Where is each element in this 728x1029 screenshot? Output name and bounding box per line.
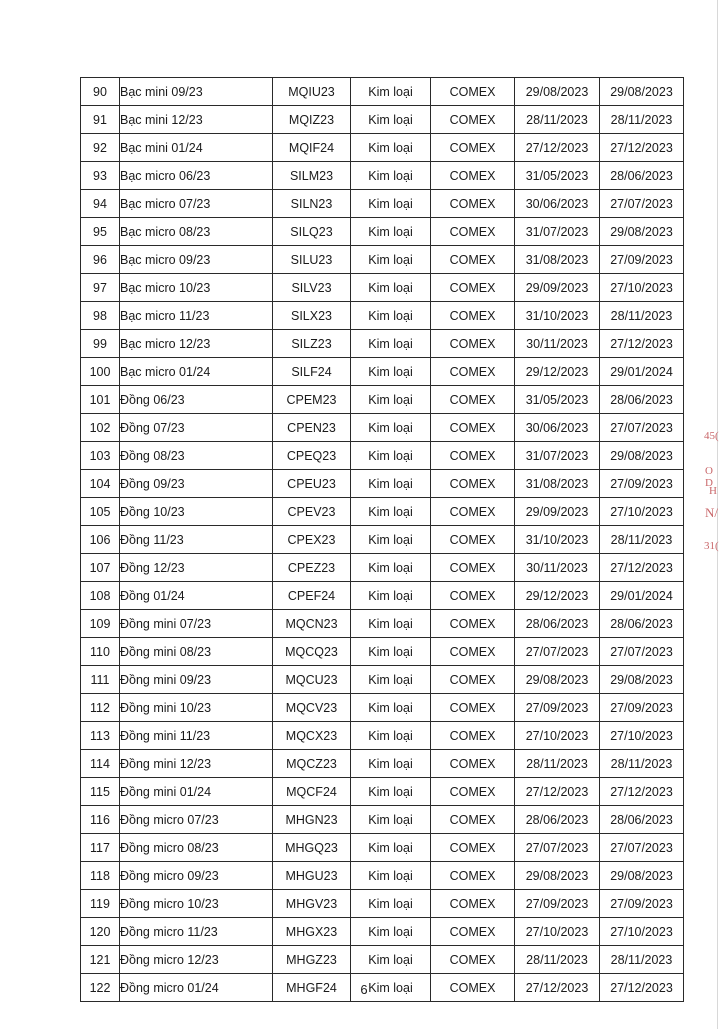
last-trading-date-cell: 27/10/2023 xyxy=(600,274,684,302)
contract-code-cell: CPEX23 xyxy=(273,526,351,554)
row-number-cell: 107 xyxy=(81,554,120,582)
row-number-cell: 110 xyxy=(81,638,120,666)
last-trading-date-cell: 27/10/2023 xyxy=(600,498,684,526)
contract-code-cell: SILQ23 xyxy=(273,218,351,246)
first-notice-date-cell: 27/12/2023 xyxy=(515,974,600,1002)
table-row xyxy=(81,806,684,834)
contract-name-cell: Đồng micro 07/23 xyxy=(120,806,273,834)
first-notice-date-cell: 28/06/2023 xyxy=(515,610,600,638)
exchange-cell: COMEX xyxy=(431,386,515,414)
first-notice-date-cell: 30/06/2023 xyxy=(515,414,600,442)
contract-name-cell: Bạc micro 09/23 xyxy=(120,246,273,274)
table-row xyxy=(81,750,684,778)
exchange-cell: COMEX xyxy=(431,106,515,134)
exchange-cell: COMEX xyxy=(431,554,515,582)
exchange-cell: COMEX xyxy=(431,498,515,526)
first-notice-date-cell: 31/05/2023 xyxy=(515,386,600,414)
contract-name-cell: Đồng 11/23 xyxy=(120,526,273,554)
stamp-text-4: N/ xyxy=(705,505,718,520)
contract-name-cell: Đồng 08/23 xyxy=(120,442,273,470)
commodity-group-cell: Kim loại xyxy=(351,162,431,190)
row-number-cell: 96 xyxy=(81,246,120,274)
contract-code-cell: MHGF24 xyxy=(273,974,351,1002)
contract-name-cell: Bạc mini 12/23 xyxy=(120,106,273,134)
row-number-cell: 108 xyxy=(81,582,120,610)
row-number-cell: 95 xyxy=(81,218,120,246)
exchange-cell: COMEX xyxy=(431,806,515,834)
last-trading-date-cell: 27/07/2023 xyxy=(600,414,684,442)
last-trading-date-cell: 28/06/2023 xyxy=(600,162,684,190)
last-trading-date-cell: 27/07/2023 xyxy=(600,190,684,218)
exchange-cell: COMEX xyxy=(431,470,515,498)
commodity-group-cell: Kim loại xyxy=(351,442,431,470)
row-number-cell: 112 xyxy=(81,694,120,722)
contract-name-cell: Bạc micro 01/24 xyxy=(120,358,273,386)
commodity-group-cell: Kim loại xyxy=(351,666,431,694)
last-trading-date-cell: 28/06/2023 xyxy=(600,610,684,638)
contract-code-cell: SILX23 xyxy=(273,302,351,330)
row-number-cell: 93 xyxy=(81,162,120,190)
last-trading-date-cell: 27/12/2023 xyxy=(600,134,684,162)
first-notice-date-cell: 31/07/2023 xyxy=(515,442,600,470)
first-notice-date-cell: 31/10/2023 xyxy=(515,526,600,554)
contract-code-cell: SILF24 xyxy=(273,358,351,386)
table-row xyxy=(81,778,684,806)
contract-code-cell: CPEZ23 xyxy=(273,554,351,582)
commodity-group-cell: Kim loại xyxy=(351,694,431,722)
first-notice-date-cell: 31/08/2023 xyxy=(515,246,600,274)
exchange-cell: COMEX xyxy=(431,666,515,694)
stamp-text-1: 45( xyxy=(704,430,719,442)
table-row xyxy=(81,694,684,722)
last-trading-date-cell: 28/06/2023 xyxy=(600,386,684,414)
row-number-cell: 94 xyxy=(81,190,120,218)
row-number-cell: 91 xyxy=(81,106,120,134)
table-row xyxy=(81,890,684,918)
table-row xyxy=(81,918,684,946)
contract-code-cell: MQIZ23 xyxy=(273,106,351,134)
commodity-group-cell: Kim loại xyxy=(351,386,431,414)
last-trading-date-cell: 27/12/2023 xyxy=(600,554,684,582)
contract-code-cell: MQIF24 xyxy=(273,134,351,162)
first-notice-date-cell: 29/09/2023 xyxy=(515,274,600,302)
first-notice-date-cell: 28/06/2023 xyxy=(515,806,600,834)
first-notice-date-cell: 27/12/2023 xyxy=(515,134,600,162)
commodity-group-cell: Kim loại xyxy=(351,218,431,246)
commodity-group-cell: Kim loại xyxy=(351,834,431,862)
exchange-cell: COMEX xyxy=(431,246,515,274)
table-row xyxy=(81,106,684,134)
commodity-group-cell: Kim loại xyxy=(351,946,431,974)
last-trading-date-cell: 28/11/2023 xyxy=(600,750,684,778)
first-notice-date-cell: 31/10/2023 xyxy=(515,302,600,330)
commodity-group-cell: Kim loại xyxy=(351,470,431,498)
exchange-cell: COMEX xyxy=(431,78,515,106)
contract-code-cell: MQCZ23 xyxy=(273,750,351,778)
exchange-cell: COMEX xyxy=(431,302,515,330)
commodity-group-cell: Kim loại xyxy=(351,526,431,554)
commodity-group-cell: Kim loại xyxy=(351,414,431,442)
row-number-cell: 109 xyxy=(81,610,120,638)
row-number-cell: 97 xyxy=(81,274,120,302)
commodity-group-cell: Kim loại xyxy=(351,302,431,330)
last-trading-date-cell: 27/09/2023 xyxy=(600,470,684,498)
commodity-group-cell: Kim loại xyxy=(351,274,431,302)
contract-name-cell: Đồng 10/23 xyxy=(120,498,273,526)
row-number-cell: 114 xyxy=(81,750,120,778)
contract-code-cell: CPEF24 xyxy=(273,582,351,610)
last-trading-date-cell: 29/01/2024 xyxy=(600,358,684,386)
contract-code-cell: SILU23 xyxy=(273,246,351,274)
exchange-cell: COMEX xyxy=(431,134,515,162)
exchange-cell: COMEX xyxy=(431,862,515,890)
commodity-group-cell: Kim loại xyxy=(351,722,431,750)
first-notice-date-cell: 31/08/2023 xyxy=(515,470,600,498)
commodity-group-cell: Kim loại xyxy=(351,806,431,834)
table-row xyxy=(81,190,684,218)
last-trading-date-cell: 29/08/2023 xyxy=(600,78,684,106)
contract-name-cell: Đồng micro 12/23 xyxy=(120,946,273,974)
contract-name-cell: Đồng mini 09/23 xyxy=(120,666,273,694)
row-number-cell: 106 xyxy=(81,526,120,554)
contract-name-cell: Bạc micro 07/23 xyxy=(120,190,273,218)
contract-name-cell: Đồng mini 12/23 xyxy=(120,750,273,778)
red-stamp-fragment xyxy=(696,390,718,580)
contract-code-cell: CPEQ23 xyxy=(273,442,351,470)
contract-code-cell: MHGQ23 xyxy=(273,834,351,862)
row-number-cell: 122 xyxy=(81,974,120,1002)
last-trading-date-cell: 28/11/2023 xyxy=(600,302,684,330)
row-number-cell: 113 xyxy=(81,722,120,750)
table-row xyxy=(81,358,684,386)
first-notice-date-cell: 27/09/2023 xyxy=(515,694,600,722)
contract-code-cell: MHGV23 xyxy=(273,890,351,918)
contract-name-cell: Bạc mini 09/23 xyxy=(120,78,273,106)
contract-name-cell: Đồng mini 08/23 xyxy=(120,638,273,666)
commodity-group-cell: Kim loại xyxy=(351,78,431,106)
commodity-group-cell: Kim loại xyxy=(351,190,431,218)
last-trading-date-cell: 29/08/2023 xyxy=(600,442,684,470)
first-notice-date-cell: 30/11/2023 xyxy=(515,330,600,358)
first-notice-date-cell: 29/12/2023 xyxy=(515,582,600,610)
commodity-group-cell: Kim loại xyxy=(351,918,431,946)
row-number-cell: 111 xyxy=(81,666,120,694)
exchange-cell: COMEX xyxy=(431,890,515,918)
exchange-cell: COMEX xyxy=(431,918,515,946)
row-number-cell: 103 xyxy=(81,442,120,470)
contract-code-cell: CPEU23 xyxy=(273,470,351,498)
exchange-cell: COMEX xyxy=(431,582,515,610)
first-notice-date-cell: 31/07/2023 xyxy=(515,218,600,246)
contract-name-cell: Bạc micro 10/23 xyxy=(120,274,273,302)
stamp-text-3: H xyxy=(709,485,717,497)
exchange-cell: COMEX xyxy=(431,330,515,358)
exchange-cell: COMEX xyxy=(431,526,515,554)
commodity-group-cell: Kim loại xyxy=(351,890,431,918)
last-trading-date-cell: 27/09/2023 xyxy=(600,246,684,274)
exchange-cell: COMEX xyxy=(431,750,515,778)
exchange-cell: COMEX xyxy=(431,218,515,246)
table-row xyxy=(81,526,684,554)
last-trading-date-cell: 27/12/2023 xyxy=(600,330,684,358)
contract-code-cell: CPEM23 xyxy=(273,386,351,414)
contract-code-cell: CPEV23 xyxy=(273,498,351,526)
table-row xyxy=(81,330,684,358)
contract-name-cell: Đồng mini 01/24 xyxy=(120,778,273,806)
contract-name-cell: Đồng 12/23 xyxy=(120,554,273,582)
last-trading-date-cell: 28/11/2023 xyxy=(600,526,684,554)
exchange-cell: COMEX xyxy=(431,442,515,470)
last-trading-date-cell: 27/07/2023 xyxy=(600,638,684,666)
table-row xyxy=(81,610,684,638)
contract-name-cell: Bạc micro 11/23 xyxy=(120,302,273,330)
instruments-table xyxy=(80,77,684,1002)
contract-code-cell: MQCU23 xyxy=(273,666,351,694)
contract-code-cell: MHGU23 xyxy=(273,862,351,890)
last-trading-date-cell: 27/10/2023 xyxy=(600,722,684,750)
contract-code-cell: MQCF24 xyxy=(273,778,351,806)
last-trading-date-cell: 27/12/2023 xyxy=(600,974,684,1002)
table-row xyxy=(81,134,684,162)
contract-name-cell: Đồng micro 08/23 xyxy=(120,834,273,862)
table-row xyxy=(81,666,684,694)
row-number-cell: 104 xyxy=(81,470,120,498)
row-number-cell: 121 xyxy=(81,946,120,974)
contract-name-cell: Đồng mini 11/23 xyxy=(120,722,273,750)
contract-code-cell: MQCX23 xyxy=(273,722,351,750)
first-notice-date-cell: 28/11/2023 xyxy=(515,946,600,974)
commodity-group-cell: Kim loại xyxy=(351,358,431,386)
commodity-group-cell: Kim loại xyxy=(351,582,431,610)
row-number-cell: 118 xyxy=(81,862,120,890)
contract-name-cell: Bạc micro 06/23 xyxy=(120,162,273,190)
table-row xyxy=(81,470,684,498)
commodity-group-cell: Kim loại xyxy=(351,638,431,666)
row-number-cell: 100 xyxy=(81,358,120,386)
commodity-group-cell: Kim loại xyxy=(351,246,431,274)
contract-code-cell: MHGZ23 xyxy=(273,946,351,974)
last-trading-date-cell: 28/06/2023 xyxy=(600,806,684,834)
stamp-text-2: O D xyxy=(705,465,713,489)
contract-name-cell: Bạc mini 01/24 xyxy=(120,134,273,162)
first-notice-date-cell: 28/11/2023 xyxy=(515,106,600,134)
row-number-cell: 102 xyxy=(81,414,120,442)
table-row xyxy=(81,162,684,190)
contract-code-cell: MQCV23 xyxy=(273,694,351,722)
exchange-cell: COMEX xyxy=(431,274,515,302)
table-row xyxy=(81,834,684,862)
exchange-cell: COMEX xyxy=(431,190,515,218)
contract-name-cell: Đồng micro 10/23 xyxy=(120,890,273,918)
table-row xyxy=(81,638,684,666)
last-trading-date-cell: 29/08/2023 xyxy=(600,862,684,890)
table-row xyxy=(81,554,684,582)
first-notice-date-cell: 30/11/2023 xyxy=(515,554,600,582)
table-row xyxy=(81,946,684,974)
last-trading-date-cell: 27/12/2023 xyxy=(600,778,684,806)
exchange-cell: COMEX xyxy=(431,974,515,1002)
commodity-group-cell: Kim loại xyxy=(351,974,431,1002)
exchange-cell: COMEX xyxy=(431,358,515,386)
commodity-group-cell: Kim loại xyxy=(351,134,431,162)
row-number-cell: 92 xyxy=(81,134,120,162)
contract-code-cell: SILZ23 xyxy=(273,330,351,358)
contract-code-cell: SILN23 xyxy=(273,190,351,218)
contract-name-cell: Đồng 06/23 xyxy=(120,386,273,414)
table-row xyxy=(81,218,684,246)
first-notice-date-cell: 27/10/2023 xyxy=(515,918,600,946)
table-row xyxy=(81,722,684,750)
contract-name-cell: Đồng 09/23 xyxy=(120,470,273,498)
row-number-cell: 117 xyxy=(81,834,120,862)
last-trading-date-cell: 28/11/2023 xyxy=(600,106,684,134)
contract-name-cell: Đồng mini 10/23 xyxy=(120,694,273,722)
last-trading-date-cell: 27/09/2023 xyxy=(600,890,684,918)
last-trading-date-cell: 28/11/2023 xyxy=(600,946,684,974)
commodity-group-cell: Kim loại xyxy=(351,750,431,778)
table-row xyxy=(81,246,684,274)
contract-code-cell: MQIU23 xyxy=(273,78,351,106)
table-row xyxy=(81,274,684,302)
contract-name-cell: Bạc micro 12/23 xyxy=(120,330,273,358)
contract-name-cell: Đồng micro 09/23 xyxy=(120,862,273,890)
row-number-cell: 101 xyxy=(81,386,120,414)
first-notice-date-cell: 28/11/2023 xyxy=(515,750,600,778)
commodity-group-cell: Kim loại xyxy=(351,862,431,890)
last-trading-date-cell: 29/08/2023 xyxy=(600,666,684,694)
first-notice-date-cell: 29/08/2023 xyxy=(515,78,600,106)
exchange-cell: COMEX xyxy=(431,638,515,666)
exchange-cell: COMEX xyxy=(431,610,515,638)
table-row xyxy=(81,414,684,442)
contract-code-cell: SILV23 xyxy=(273,274,351,302)
contract-code-cell: MHGN23 xyxy=(273,806,351,834)
last-trading-date-cell: 29/01/2024 xyxy=(600,582,684,610)
table-row xyxy=(81,582,684,610)
contract-name-cell: Đồng 01/24 xyxy=(120,582,273,610)
contract-code-cell: MQCN23 xyxy=(273,610,351,638)
first-notice-date-cell: 31/05/2023 xyxy=(515,162,600,190)
first-notice-date-cell: 29/08/2023 xyxy=(515,666,600,694)
commodity-group-cell: Kim loại xyxy=(351,330,431,358)
exchange-cell: COMEX xyxy=(431,162,515,190)
page-number: 6 xyxy=(360,982,368,997)
first-notice-date-cell: 29/09/2023 xyxy=(515,498,600,526)
contract-name-cell: Đồng micro 11/23 xyxy=(120,918,273,946)
exchange-cell: COMEX xyxy=(431,722,515,750)
table-row xyxy=(81,442,684,470)
first-notice-date-cell: 27/09/2023 xyxy=(515,890,600,918)
row-number-cell: 105 xyxy=(81,498,120,526)
commodity-group-cell: Kim loại xyxy=(351,554,431,582)
contract-code-cell: MHGX23 xyxy=(273,918,351,946)
last-trading-date-cell: 29/08/2023 xyxy=(600,218,684,246)
row-number-cell: 115 xyxy=(81,778,120,806)
last-trading-date-cell: 27/09/2023 xyxy=(600,694,684,722)
contract-name-cell: Đồng 07/23 xyxy=(120,414,273,442)
last-trading-date-cell: 27/07/2023 xyxy=(600,834,684,862)
last-trading-date-cell: 27/10/2023 xyxy=(600,918,684,946)
first-notice-date-cell: 27/07/2023 xyxy=(515,834,600,862)
stamp-text-5: 31( xyxy=(704,540,719,552)
exchange-cell: COMEX xyxy=(431,778,515,806)
row-number-cell: 90 xyxy=(81,78,120,106)
contract-name-cell: Đồng mini 07/23 xyxy=(120,610,273,638)
exchange-cell: COMEX xyxy=(431,946,515,974)
table-row xyxy=(81,386,684,414)
commodity-group-cell: Kim loại xyxy=(351,498,431,526)
table-row xyxy=(81,862,684,890)
first-notice-date-cell: 27/10/2023 xyxy=(515,722,600,750)
first-notice-date-cell: 29/08/2023 xyxy=(515,862,600,890)
row-number-cell: 98 xyxy=(81,302,120,330)
row-number-cell: 120 xyxy=(81,918,120,946)
first-notice-date-cell: 29/12/2023 xyxy=(515,358,600,386)
contract-code-cell: MQCQ23 xyxy=(273,638,351,666)
first-notice-date-cell: 27/07/2023 xyxy=(515,638,600,666)
table-row xyxy=(81,302,684,330)
contract-name-cell: Đồng micro 01/24 xyxy=(120,974,273,1002)
row-number-cell: 119 xyxy=(81,890,120,918)
first-notice-date-cell: 30/06/2023 xyxy=(515,190,600,218)
exchange-cell: COMEX xyxy=(431,694,515,722)
exchange-cell: COMEX xyxy=(431,834,515,862)
contract-name-cell: Bạc micro 08/23 xyxy=(120,218,273,246)
exchange-cell: COMEX xyxy=(431,414,515,442)
row-number-cell: 99 xyxy=(81,330,120,358)
contract-code-cell: SILM23 xyxy=(273,162,351,190)
table-row xyxy=(81,498,684,526)
table-row xyxy=(81,78,684,106)
row-number-cell: 116 xyxy=(81,806,120,834)
table-body xyxy=(81,78,684,1002)
commodity-group-cell: Kim loại xyxy=(351,778,431,806)
contract-code-cell: CPEN23 xyxy=(273,414,351,442)
commodity-group-cell: Kim loại xyxy=(351,610,431,638)
first-notice-date-cell: 27/12/2023 xyxy=(515,778,600,806)
commodity-group-cell: Kim loại xyxy=(351,106,431,134)
